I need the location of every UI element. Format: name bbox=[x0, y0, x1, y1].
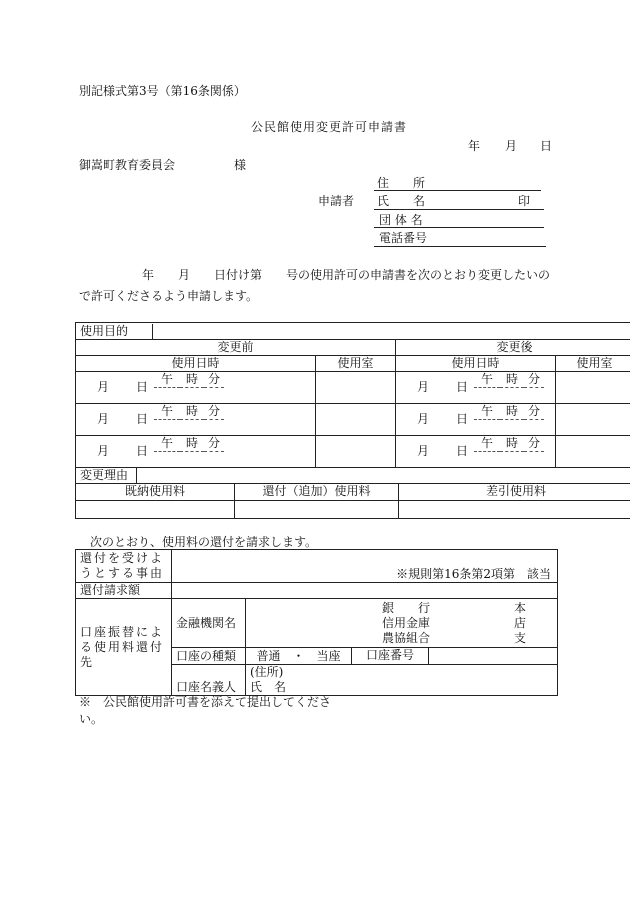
refund-fee-value[interactable] bbox=[235, 501, 399, 518]
purpose-label: 使用目的 bbox=[76, 324, 153, 339]
before-room-header: 使用室 bbox=[316, 356, 396, 372]
applicant-address-label: 住 所 bbox=[377, 176, 426, 190]
account-holder-value[interactable] bbox=[246, 665, 558, 696]
holder-name-label: 氏 名 bbox=[250, 680, 287, 694]
seal-mark: 印 bbox=[518, 194, 531, 208]
addressee-name: 御嵩町教育委員会 bbox=[79, 158, 176, 172]
after-header: 変更後 bbox=[396, 340, 630, 356]
body-text-line1: 年 月 日付け第 号の使用許可の申請書を次のとおり変更したいの bbox=[142, 268, 551, 282]
before-room-cell[interactable] bbox=[316, 404, 396, 436]
date-day: 日 bbox=[540, 139, 553, 153]
account-type-label: 口座の種類 bbox=[172, 648, 246, 665]
bank-type-bank: 銀 行 bbox=[382, 600, 431, 615]
date-month: 月 bbox=[505, 139, 518, 153]
applicant-name-label: 氏 名 bbox=[377, 194, 426, 208]
footnote-line1: ※ 公民館使用許可書を添えて提出してくださ bbox=[79, 695, 332, 709]
purpose-row bbox=[76, 323, 630, 340]
schedule-row bbox=[76, 372, 630, 404]
before-header: 変更前 bbox=[76, 340, 396, 356]
paid-fee-header: 既納使用料 bbox=[76, 484, 235, 500]
applicant-group-label: 団 体 名 bbox=[379, 213, 423, 227]
diff-fee-value[interactable] bbox=[399, 501, 630, 518]
date-year: 年 bbox=[468, 139, 481, 153]
after-room-cell[interactable] bbox=[556, 404, 630, 436]
before-datetime-cell: 月 日 午 時 分 bbox=[76, 372, 316, 404]
bank-type-shinkin: 信用金庫 bbox=[382, 615, 431, 630]
refund-reason-label: 還付を受けよ うとする事由 bbox=[76, 550, 172, 583]
phone-underline bbox=[374, 246, 546, 247]
account-type-value[interactable]: 普通 ・ 当座 bbox=[246, 648, 352, 665]
after-datetime-cell: 月 日 午 時 分 bbox=[396, 372, 556, 404]
diff-fee-header: 差引使用料 bbox=[486, 484, 547, 498]
before-datetime-cell: 月 日 午 時 分 bbox=[76, 404, 316, 436]
paid-fee-value[interactable] bbox=[76, 501, 235, 518]
fee-header-row bbox=[76, 484, 630, 501]
reason-label: 変更理由 bbox=[76, 468, 137, 483]
refund-fee-header: 還付（追加）使用料 bbox=[235, 484, 399, 500]
after-datetime-header: 使用日時 bbox=[396, 356, 556, 372]
branch-sub: 支 bbox=[513, 630, 526, 645]
branch-head: 本 bbox=[513, 600, 526, 615]
before-datetime-header: 使用日時 bbox=[76, 356, 316, 372]
before-datetime-cell: 月 日 午 時 分 bbox=[76, 436, 316, 468]
applicant-label: 申請者 bbox=[318, 194, 355, 208]
refund-table bbox=[75, 549, 558, 696]
group-underline bbox=[374, 227, 544, 228]
before-room-cell[interactable] bbox=[316, 436, 396, 468]
before-room-cell[interactable] bbox=[316, 372, 396, 404]
rule-reference: ※規則第16条第2項第 該当 bbox=[396, 567, 552, 581]
transfer-label: 口座振替によ る使用料還付 先 bbox=[76, 599, 172, 696]
form-number: 別記様式第3号（第16条関係） bbox=[79, 84, 246, 98]
name-underline bbox=[374, 209, 544, 210]
account-holder-label: 口座名義人 bbox=[172, 665, 246, 696]
bank-name-cell[interactable] bbox=[246, 599, 558, 648]
reason-row bbox=[76, 468, 630, 484]
bank-name-label: 金融機関名 bbox=[172, 599, 246, 648]
footnote-line2: い。 bbox=[79, 712, 104, 726]
addressee-honorific: 様 bbox=[234, 158, 247, 172]
after-room-header: 使用室 bbox=[556, 356, 630, 372]
body-text-line2: で許可くださるよう申請します。 bbox=[79, 289, 259, 303]
refund-amount-label: 還付請求額 bbox=[76, 583, 172, 599]
fee-value-row bbox=[76, 501, 630, 519]
account-number-label: 口座番号 bbox=[352, 648, 429, 664]
refund-amount-value[interactable] bbox=[172, 583, 558, 599]
after-room-cell[interactable] bbox=[556, 436, 630, 468]
refund-reason-value[interactable] bbox=[172, 550, 558, 583]
after-datetime-cell: 月 日 午 時 分 bbox=[396, 436, 556, 468]
branch-store: 店 bbox=[513, 615, 526, 630]
account-number-cell bbox=[352, 648, 558, 665]
after-room-cell[interactable] bbox=[556, 372, 630, 404]
form-title: 公民館使用変更許可申請書 bbox=[251, 120, 408, 134]
account-number-value[interactable] bbox=[429, 648, 557, 664]
applicant-phone-label: 電話番号 bbox=[379, 231, 428, 245]
schedule-row bbox=[76, 404, 630, 436]
schedule-row bbox=[76, 436, 630, 468]
after-datetime-cell: 月 日 午 時 分 bbox=[396, 404, 556, 436]
refund-intro: 次のとおり、使用料の還付を請求します。 bbox=[90, 535, 318, 549]
bank-type-nokyo: 農協組合 bbox=[382, 630, 431, 645]
holder-address-label: (住所) bbox=[250, 665, 284, 679]
address-underline bbox=[374, 190, 541, 191]
change-table bbox=[75, 322, 630, 519]
